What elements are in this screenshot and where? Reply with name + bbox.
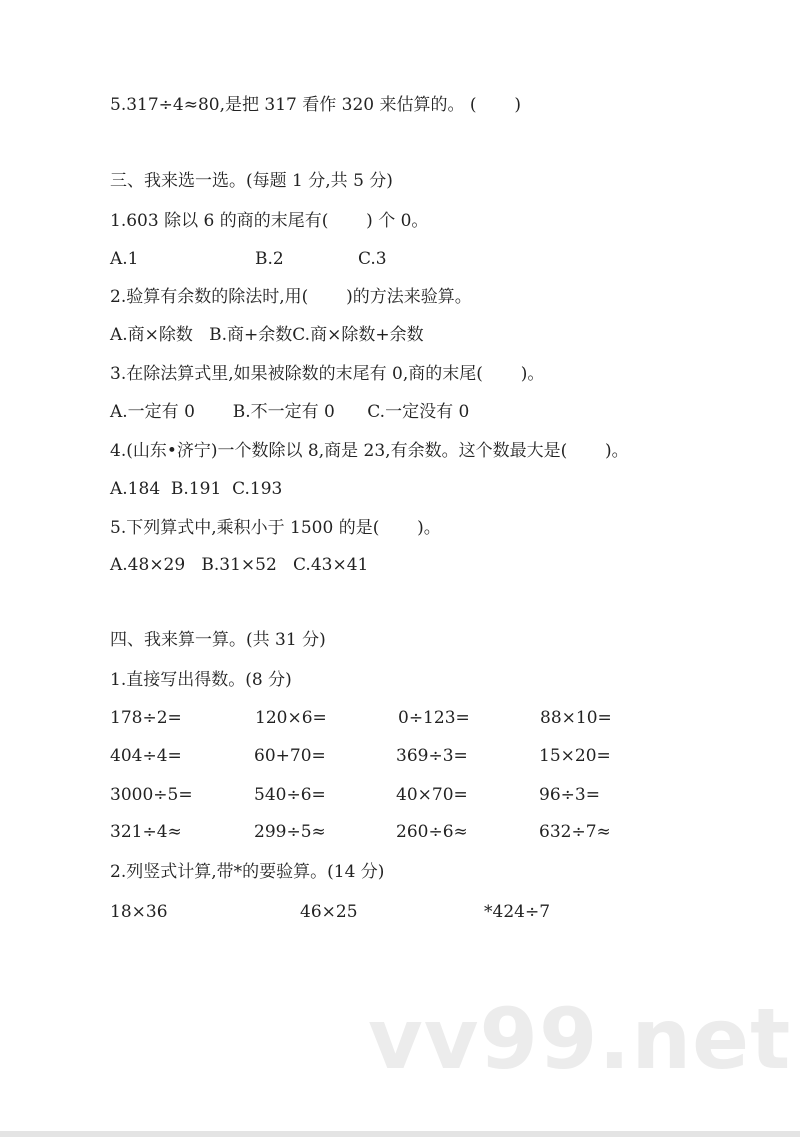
oral-calc-item: 299÷5≈ xyxy=(254,822,326,842)
page-bottom-edge xyxy=(0,1131,800,1137)
oral-calc-item: 632÷7≈ xyxy=(539,822,611,842)
oral-calc-item: 96÷3= xyxy=(539,785,600,805)
vertical-calc-heading: 2.列竖式计算,带*的要验算。(14 分) xyxy=(110,862,385,882)
vertical-calc-item: *424÷7 xyxy=(484,902,551,922)
choice-question-4: 4.(山东•济宁)一个数除以 8,商是 23,有余数。这个数最大是( )。 xyxy=(110,441,629,461)
oral-calc-item: 60+70= xyxy=(254,746,326,766)
oral-calc-heading: 1.直接写出得数。(8 分) xyxy=(110,670,292,690)
choice-q1-option-a: A.1 xyxy=(110,249,139,269)
oral-calc-item: 404÷4= xyxy=(110,746,182,766)
choice-question-3: 3.在除法算式里,如果被除数的末尾有 0,商的末尾( )。 xyxy=(110,364,545,384)
choice-q2-options: A.商×除数 B.商+余数C.商×除数+余数 xyxy=(110,325,424,345)
oral-calc-item: 178÷2= xyxy=(110,708,182,728)
choice-question-2: 2.验算有余数的除法时,用( )的方法来验算。 xyxy=(110,287,472,307)
oral-calc-item: 0÷123= xyxy=(398,708,470,728)
choice-q5-options: A.48×29 B.31×52 C.43×41 xyxy=(110,555,369,575)
choice-q1-option-c: C.3 xyxy=(358,249,387,269)
judge-question-5: 5.317÷4≈80,是把 317 看作 320 来估算的。 ( ) xyxy=(110,95,522,115)
oral-calc-item: 369÷3= xyxy=(396,746,468,766)
oral-calc-item: 40×70= xyxy=(396,785,468,805)
vertical-calc-item: 46×25 xyxy=(300,902,358,922)
oral-calc-item: 540÷6= xyxy=(254,785,326,805)
choice-question-5: 5.下列算式中,乘积小于 1500 的是( )。 xyxy=(110,518,441,538)
section-3-heading: 三、我来选一选。(每题 1 分,共 5 分) xyxy=(110,171,393,191)
oral-calc-item: 3000÷5= xyxy=(110,785,193,805)
choice-q3-options: A.一定有 0 B.不一定有 0 C.一定没有 0 xyxy=(110,402,470,422)
choice-q4-options: A.184 B.191 C.193 xyxy=(110,479,283,499)
oral-calc-item: 15×20= xyxy=(539,746,611,766)
oral-calc-item: 321÷4≈ xyxy=(110,822,182,842)
vertical-calc-item: 18×36 xyxy=(110,902,168,922)
choice-question-1: 1.603 除以 6 的商的末尾有( ) 个 0。 xyxy=(110,211,429,231)
oral-calc-item: 260÷6≈ xyxy=(396,822,468,842)
section-4-heading: 四、我来算一算。(共 31 分) xyxy=(110,630,326,650)
oral-calc-item: 120×6= xyxy=(255,708,327,728)
choice-q1-option-b: B.2 xyxy=(255,249,284,269)
oral-calc-item: 88×10= xyxy=(540,708,612,728)
watermark: vv99.net xyxy=(368,990,792,1088)
